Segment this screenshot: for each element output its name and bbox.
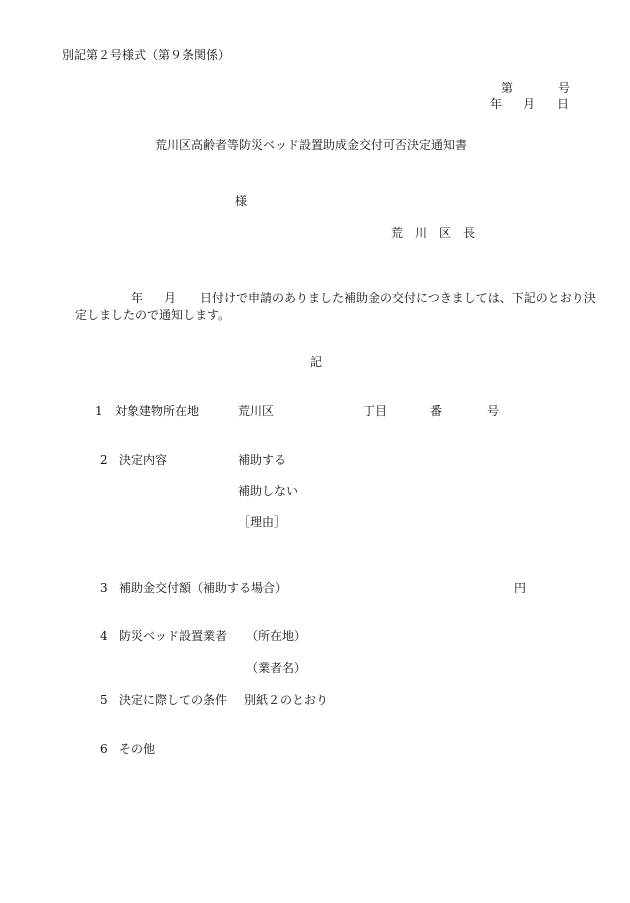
addressee-suffix: 様 [235, 194, 248, 208]
item-1-ban: 番 [430, 404, 443, 418]
item-2-reason: ［理由］ [238, 515, 287, 529]
item-3-label: 補助金交付額（補助する場合） [119, 581, 288, 595]
body-line-1: 日付けで申請のありました補助金の交付につきましては、下記のとおり決 [200, 291, 596, 305]
item-4-location: （所在地） [246, 629, 307, 643]
item-6-number: 6 [100, 742, 108, 756]
form-number: 別記第２号様式（第９条関係） [62, 48, 231, 62]
item-5-number: 5 [100, 693, 108, 707]
item-5-label: 決定に際しての条件 [119, 693, 228, 707]
item-3-unit: 円 [514, 581, 527, 595]
item-5-value: 別紙２のとおり [244, 693, 329, 707]
date-day: 日 [557, 97, 570, 111]
body-line-2: 定しましたので通知します。 [75, 308, 231, 322]
item-1-chome: 丁目 [363, 404, 388, 418]
item-2-option-deny: 補助しない [238, 484, 299, 498]
item-2-label: 決定内容 [119, 453, 168, 467]
document-title: 荒川区高齢者等防災ベッド設置助成金交付可否決定通知書 [155, 138, 468, 152]
date-year: 年 [490, 97, 503, 111]
body-month: 月 [164, 291, 177, 305]
ki-heading: 記 [310, 355, 323, 369]
item-1-ward: 荒川区 [238, 404, 275, 418]
doc-number-suffix: 号 [558, 81, 571, 95]
body-year: 年 [131, 291, 144, 305]
doc-number-prefix: 第 [501, 81, 514, 95]
item-1-label: 対象建物所在地 [115, 404, 200, 418]
item-4-label: 防災ベッド設置業者 [119, 629, 228, 643]
item-4-number: 4 [100, 629, 108, 643]
item-2-number: 2 [100, 453, 108, 467]
item-2-option-grant: 補助する [238, 453, 287, 467]
item-1-go: 号 [487, 404, 500, 418]
item-6-label: その他 [119, 742, 156, 756]
item-4-company-name: （業者名） [246, 661, 307, 675]
date-month: 月 [523, 97, 536, 111]
item-3-number: 3 [100, 581, 108, 595]
item-1-number: 1 [95, 404, 103, 418]
issuer: 荒 川 区 長 [391, 226, 476, 240]
